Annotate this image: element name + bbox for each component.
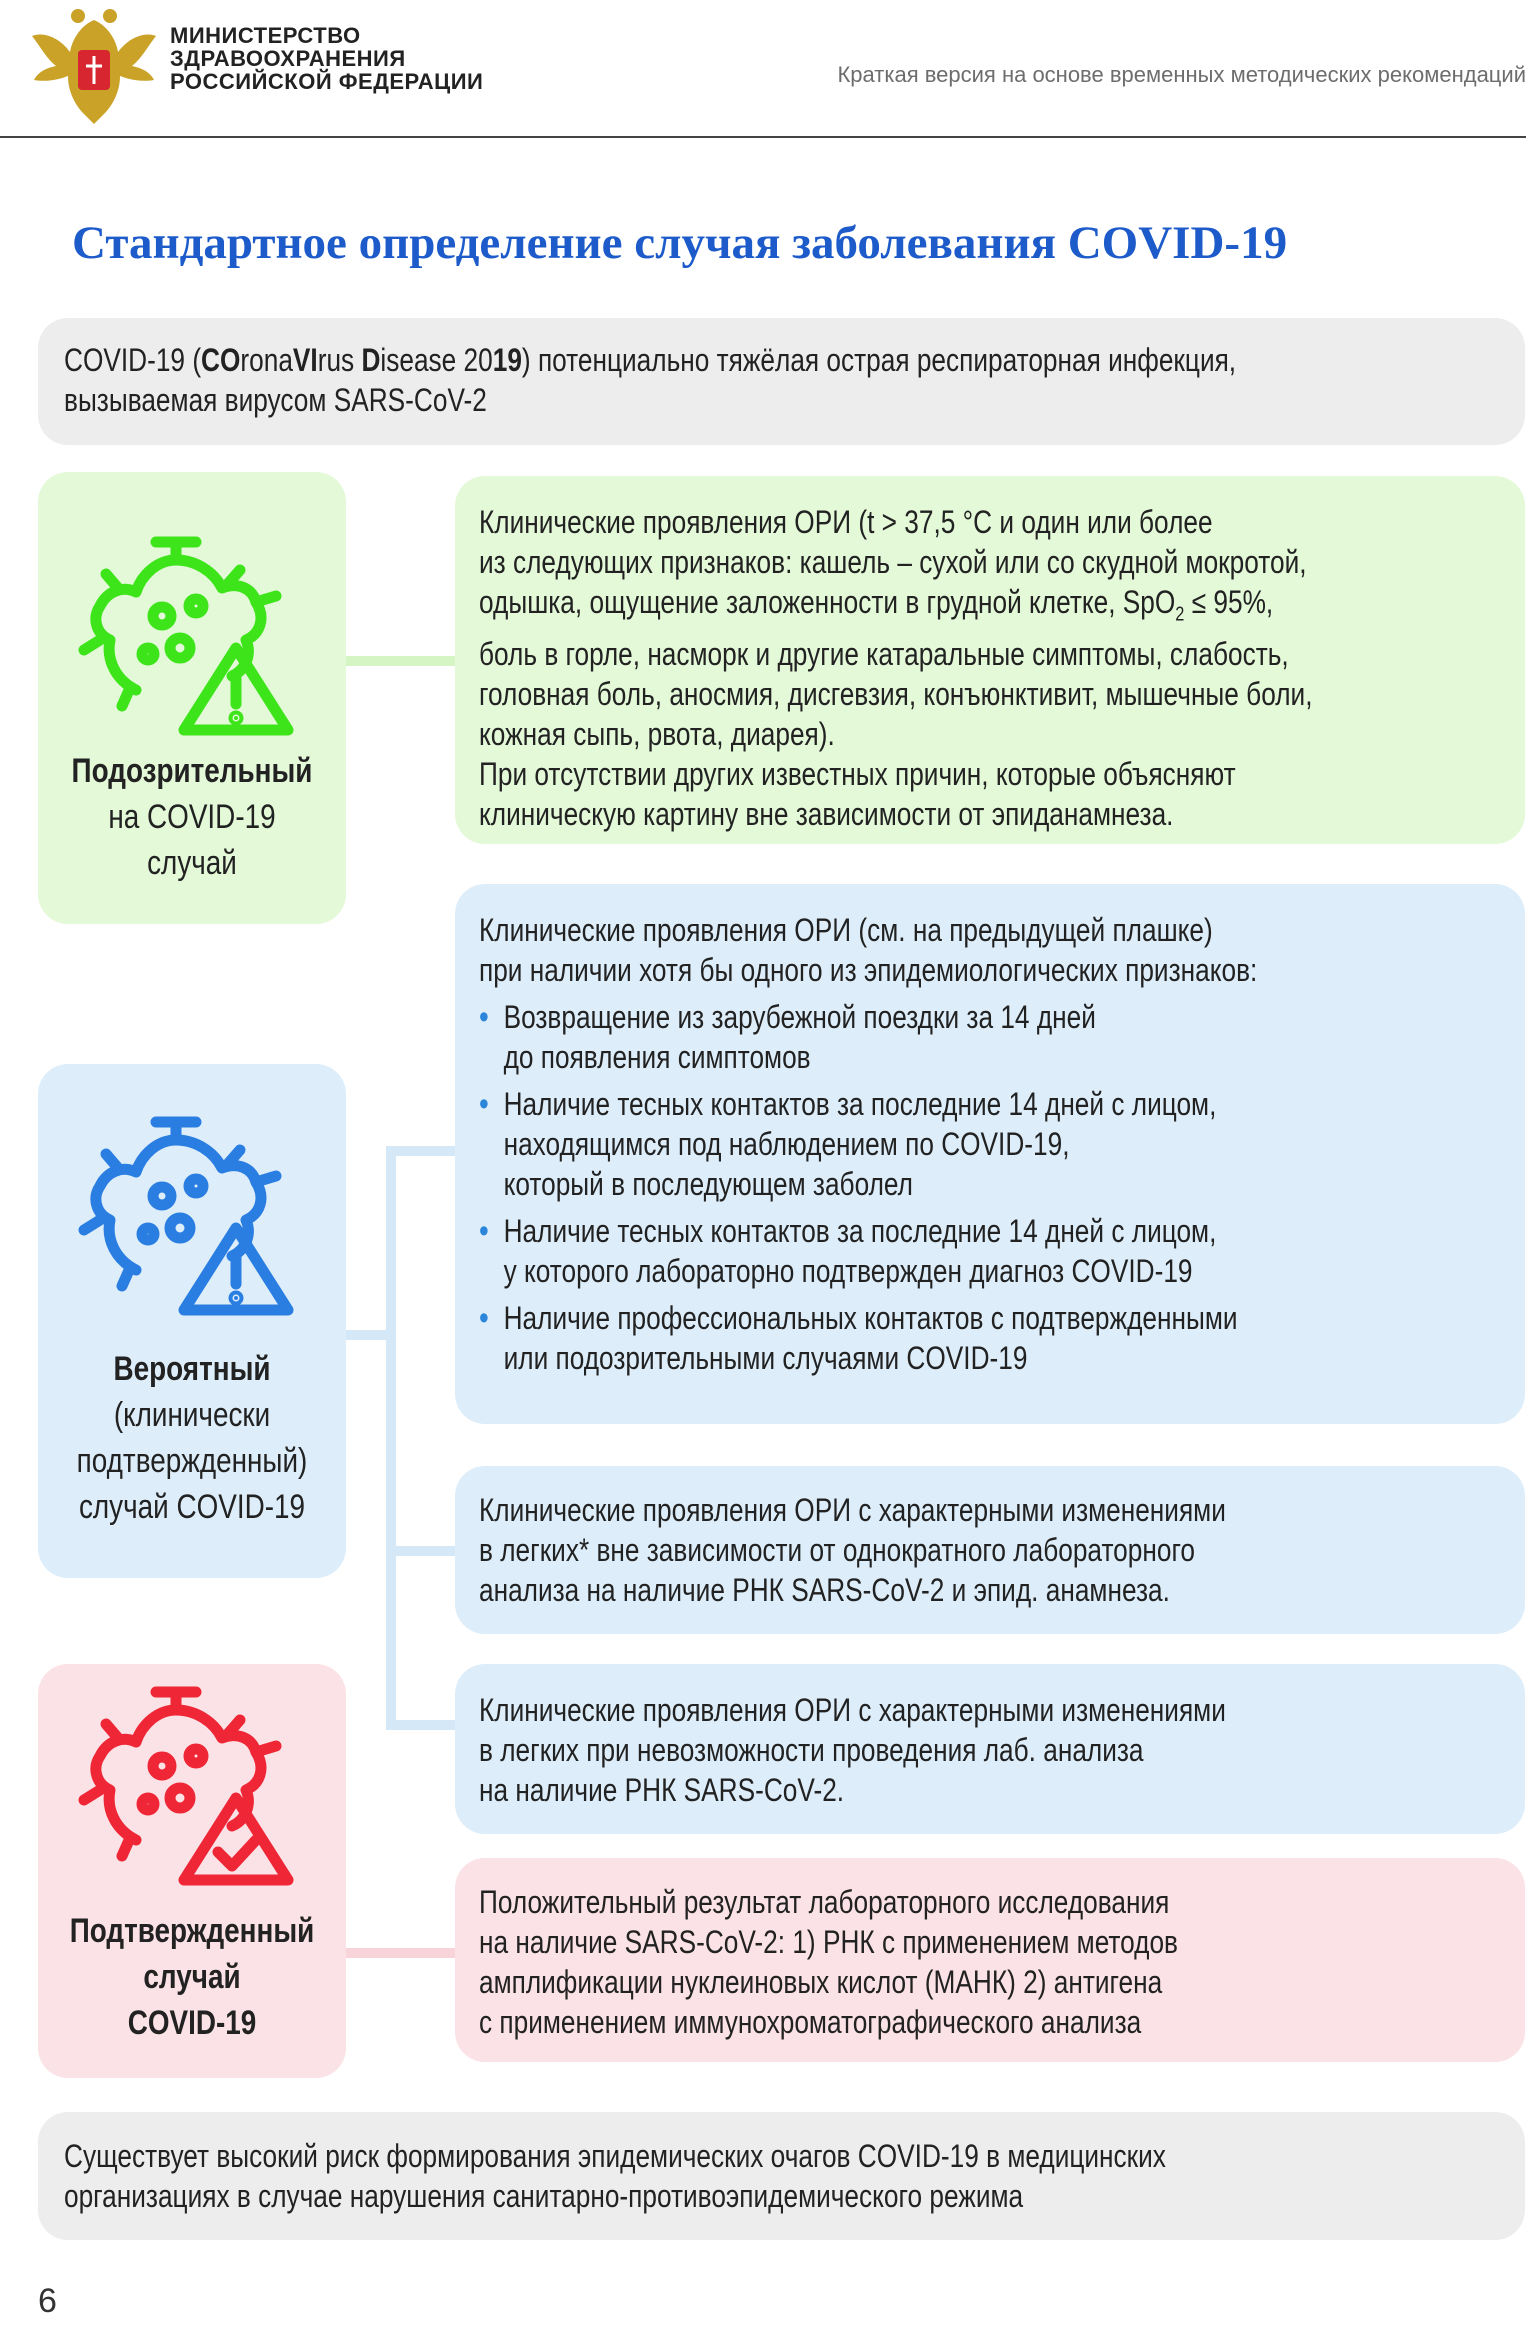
intro-box — [38, 318, 1525, 445]
emblem-icon — [28, 6, 160, 128]
probable-box3-line3: на наличие РНК SARS-CoV-2. — [479, 1772, 845, 1808]
confirmed-label-line1: Подтвержденный — [69, 1912, 315, 1950]
ministry-name — [170, 24, 483, 93]
header-subtitle: Краткая версия на основе временных методических рекомендаций — [837, 62, 1526, 87]
suspicious-connector — [346, 656, 456, 666]
page-number: 6 — [38, 2282, 57, 2320]
header-divider — [0, 136, 1526, 138]
ministry-line2: ЗДРАВООХРАНЕНИЯ — [170, 46, 406, 71]
probable-label-line2: (клинически — [113, 1396, 271, 1434]
suspicious-text-5: головная боль, аносмия, дисгевзия, конъюнктивит, мышечные боли, — [479, 676, 1313, 713]
probable-box3-line1: Клинические проявления ОРИ с характерными изменениями — [479, 1692, 1226, 1728]
probable-criteria-box-3 — [455, 1664, 1525, 1834]
list-item: • Наличие тесных контактов за последние 14 дней с лицом, находящимся под наблюдением по COVID-19, который в последующем заболел — [479, 1084, 1257, 1204]
list-item: • Наличие профессиональных контактов с подтвержденными или подозрительными случаями COVID-19 — [479, 1298, 1257, 1378]
probable-intro-1: Клинические проявления ОРИ (см. на предыдущей плашке) — [479, 912, 1213, 948]
suspicious-text-8: клиническую картину вне зависимости от эпиданамнеза. — [479, 796, 1174, 833]
list-item: • Возвращение из зарубежной поездки за 14 дней до появления симптомов — [479, 997, 1257, 1077]
confirmed-label-line3: COVID-19 — [127, 2004, 257, 2042]
page-title: Стандартное определение случая заболевания COVID-19 — [72, 217, 1288, 269]
suspicious-text-7: При отсутствии других известных причин, которые объясняют — [479, 756, 1236, 793]
confirmed-label-box — [38, 1664, 346, 2078]
probable-label-bold: Вероятный — [113, 1350, 271, 1388]
probable-box2-line1: Клинические проявления ОРИ с характерными изменениями — [479, 1492, 1226, 1528]
probable-connector-3 — [386, 1720, 456, 1730]
confirmed-criteria-box — [455, 1858, 1525, 2062]
ministry-line3: РОССИЙСКОЙ ФЕДЕРАЦИИ — [170, 69, 484, 94]
confirmed-text-1: Положительный результат лабораторного исследования — [479, 1884, 1170, 1920]
intro-line2: вызываемая вирусом SARS-CoV-2 — [64, 382, 487, 418]
probable-criteria-box-2 — [455, 1466, 1525, 1634]
probable-box2-line3: анализа на наличие РНК SARS-CoV-2 и эпид. анамнеза. — [479, 1572, 1170, 1608]
suspicious-text-3: одышка, ощущение заложенности в грудной клетке, SpO$_2$ ≤ 95%, — [479, 584, 1274, 626]
suspicious-criteria-box — [455, 476, 1525, 844]
suspicious-label-line3: случай — [147, 844, 237, 882]
probable-label-box — [38, 1064, 346, 1578]
virus-check-icon-red — [76, 1680, 306, 1895]
intro-line1: COVID-19 (COronaVIrus Disease 2019) потенциально тяжёлая острая респираторная инфекция, — [64, 342, 1237, 378]
virus-warning-icon-green — [76, 530, 306, 745]
probable-box3-line2: в легких при невозможности проведения лаб. анализа — [479, 1732, 1144, 1768]
footer-note-line2: организациях в случае нарушения санитарно-противоэпидемического режима — [64, 2178, 1024, 2214]
suspicious-label-bold: Подозрительный — [71, 752, 313, 790]
footer-note-line1: Существует высокий риск формирования эпидемических очагов COVID-19 в медицинских — [64, 2138, 1166, 2174]
probable-bullet-list — [479, 997, 1257, 1378]
confirmed-text-3: амплификации нуклеиновых кислот (МАНК) 2) антигена — [479, 1964, 1163, 2000]
probable-criteria-box-1 — [455, 884, 1525, 1424]
confirmed-text-2: на наличие SARS-CoV-2: 1) РНК с применением методов — [479, 1924, 1178, 1960]
footer-note-box — [38, 2112, 1525, 2240]
probable-connector-vertical — [386, 1146, 396, 1730]
confirmed-text-4: с применением иммунохроматографического анализа — [479, 2004, 1142, 2040]
suspicious-label-box — [38, 472, 346, 924]
list-item: • Наличие тесных контактов за последние 14 дней с лицом, у которого лабораторно подтвержден диагноз COVID-19 — [479, 1211, 1257, 1291]
probable-label-line3: подтвержденный) — [76, 1442, 308, 1480]
ministry-line1: МИНИСТЕРСТВО — [170, 23, 361, 48]
confirmed-connector — [346, 1948, 456, 1958]
suspicious-text-1: Клинические проявления ОРИ (t > 37,5 °С и один или более — [479, 504, 1213, 540]
suspicious-label-line2: на COVID-19 — [108, 798, 276, 836]
probable-box2-line2: в легких* вне зависимости от однократного лабораторного — [479, 1532, 1196, 1568]
probable-label-line4: случай COVID-19 — [78, 1488, 306, 1526]
probable-intro-2: при наличии хотя бы одного из эпидемиологических признаков: — [479, 952, 1258, 988]
suspicious-text-4: боль в горле, насморк и другие катаральные симптомы, слабость, — [479, 636, 1289, 673]
suspicious-text-2: из следующих признаков: кашель – сухой или со скудной мокротой, — [479, 544, 1307, 580]
probable-connector-2 — [386, 1546, 456, 1556]
suspicious-text-6: кожная сыпь, рвота, диарея). — [479, 716, 835, 753]
virus-warning-icon-blue — [76, 1110, 306, 1325]
confirmed-label-line2: случай — [143, 1958, 241, 1996]
probable-connector-1 — [386, 1146, 456, 1156]
